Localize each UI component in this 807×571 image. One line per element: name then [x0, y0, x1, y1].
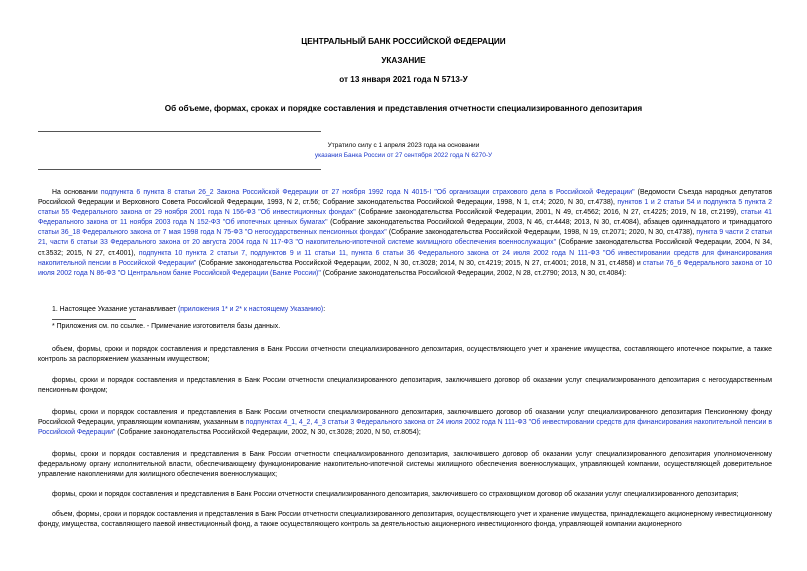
divider-top	[38, 131, 321, 132]
footnote-text: * Приложения см. по ссылке. - Примечание изготовителя базы данных.	[52, 323, 281, 330]
paragraph-insurer	[38, 490, 772, 500]
preamble-text: (Собрание законодательства Российской Федерации, 2001, N 49, ст.4562; 2016, N 27, ст.4225; 2019, N 18, ст.2199),	[355, 209, 741, 217]
preamble-text: (Ведомости Съезда народных депутатов Российской Федерации и Верховного Совета Российской Федерации, 1993, N 2, ст.56; Собрание законодательства Российской Федерации, 1998, N 1, ст.4; 2020, N 30, ст.4738),	[38, 189, 772, 207]
preamble-text: (Собрание законодательства Российской Федерации, 2003, N 46, ст.4448; 2013, N 30, ст.4084), абзацев одиннадцатого и тринадцатого	[327, 219, 772, 227]
footnote-rule	[52, 319, 136, 320]
document-title: Об объеме, формах, сроках и порядке составления и представления отчетности специализированного депозитария	[164, 104, 643, 113]
repeal-notice-link-line	[0, 151, 807, 161]
preamble-text: (Собрание законодательства Российской Федерации, 2004, N 34, ст.3532; 2015, N 27, ст.4001),	[38, 239, 772, 257]
paragraph-text: формы, сроки и порядок составления и представления в Банк России отчетности специализированного депозитария, заключившего договор об оказании услуг специализированного депозитария Пенсионному фонду Российской Федерации, управляющим компаниям, указанным в	[38, 409, 772, 427]
law-link-central-bank[interactable]: статьи 76_6 Федерального закона от 10 июля 2002 года N 86-ФЗ "О Центральном банке Российской Федерации (Банке России)"	[38, 259, 773, 277]
law-link-management-companies[interactable]: подпунктах 4_1, 4_2, 4_3 статьи 3 Федерального закона от 24 июля 2002 года N 111-ФЗ "Об инвестировании средств для финансирования накопительной пенсии в Российской Федерации"	[38, 419, 772, 437]
law-link-pension-investment[interactable]: подпункта 10 пункта 2 статьи 7, подпунктов 9 и 11 статьи 11, пункта 6 статьи 36 Федерального закона от 24 июля 2002 года N 111-ФЗ "Об инвестировании средств для финансирования накопительной пенсии в Российской Федерации"	[38, 249, 772, 267]
footnote	[38, 322, 772, 332]
issuer-heading: ЦЕНТРАЛЬНЫЙ БАНК РОССИЙСКОЙ ФЕДЕРАЦИИ	[301, 37, 506, 46]
law-link-mortgage-securities[interactable]: статьи 41 Федерального закона от 11 ноября 2003 года N 152-ФЗ "Об ипотечных ценных бумагах"	[38, 209, 772, 227]
paragraph-mortgage-coverage	[38, 345, 772, 365]
document-type-heading: УКАЗАНИЕ	[381, 56, 426, 65]
item-1	[38, 305, 772, 315]
divider-bottom	[38, 169, 321, 170]
paragraph-npf	[38, 376, 772, 396]
document-date-number: от 13 января 2021 года N 5713-У	[339, 75, 468, 84]
paragraph-military-housing	[38, 450, 772, 480]
item-1-text: 1. Настоящее Указание устанавливает	[52, 306, 178, 313]
preamble-paragraph	[38, 188, 772, 279]
paragraph-text: (Собрание законодательства Российской Федерации, 2002, N 30, ст.3028; 2020, N 50, ст.8054);	[115, 429, 421, 437]
preamble-text: (Собрание законодательства Российской Федерации, 2002, N 28, ст.2790; 2013, N 30, ст.4084):	[320, 269, 627, 277]
paragraph-investment-fund	[38, 510, 772, 530]
preamble-text: (Собрание законодательства Российской Федерации, 1998, N 19, ст.2071; 2020, N 30, ст.4738),	[386, 229, 697, 237]
repeal-decree-link[interactable]: указания Банка России от 27 сентября 2022 года N 6270-У	[314, 152, 493, 159]
law-link-military-housing[interactable]: пункта 9 части 2 статьи 21, части 6 статьи 33 Федерального закона от 20 августа 2004 года N 117-ФЗ "О накопительно-ипотечной системе жилищного обеспечения военнослужащих"	[38, 229, 772, 247]
preamble-text: На основании	[52, 189, 101, 196]
paragraph-text: объем, формы, сроки и порядок составления и представления в Банк России отчетности специализированного депозитария, осуществляющего учет и хранение имущества, составляющего ипотечное покрытие, а также контроль за распоряжением указанным имуществом;	[38, 346, 772, 364]
paragraph-text: формы, сроки и порядок составления и представления в Банк России отчетности специализированного депозитария, заключившего договор об оказании услуг специализированного депозитария с негосударственным пенсионным фондом;	[38, 377, 772, 395]
preamble-text: (Собрание законодательства Российской Федерации, 2002, N 30, ст.3028; 2014, N 30, ст.4219; 2015, N 27, ст.4001; 2018, N 31, ст.4858) и	[196, 259, 643, 267]
law-link-pension-funds[interactable]: статьи 36_18 Федерального закона от 7 мая 1998 года N 75-ФЗ "О негосударственных пенсионных фондах"	[38, 229, 387, 237]
repeal-notice: Утратило силу с 1 апреля 2023 года на основании	[327, 142, 480, 149]
appendices-link[interactable]: (приложения 1* и 2* к настоящему Указанию)	[177, 306, 324, 313]
paragraph-text: объем, формы, сроки и порядок составления и представления в Банк России отчетности специализированного депозитария, осуществляющего учет и хранение имущества, принадлежащего акционерному инвестиционному фонду, имущества, составляющего паевой инвестиционный фонд, а также осуществляющего контроль за деятельностью акционерного инвестиционного фонда, управляющей компании акционерного	[38, 511, 772, 529]
item-1-text: :	[323, 306, 326, 313]
law-link-investment-funds[interactable]: пунктов 1 и 2 статьи 54 и подпункта 5 пункта 2 статьи 55 Федерального закона от 29 ноября 2001 года N 156-ФЗ "Об инвестиционных фондах"	[38, 199, 773, 217]
law-link-insurance[interactable]: подпункта 6 пункта 8 статьи 26_2 Закона Российской Федерации от 27 ноября 1992 года N 4015-I "Об организации страхового дела в Российской Федерации"	[100, 189, 635, 196]
paragraph-text: формы, сроки и порядок составления и представления в Банк России отчетности специализированного депозитария, заключившего договор об оказании услуг специализированного депозитария уполномоченному федеральному органу исполнительной власти, обеспечивающему функционирование накопительно-ипотечной системы жилищного обеспечения военнослужащих, управляющей компании, осуществляющей доверительное управление накоплениями для жилищного обеспечения военнослужащих;	[38, 451, 772, 479]
paragraph-text: формы, сроки и порядок составления и представления в Банк России отчетности специализированного депозитария, заключившего со страховщиком договор об оказании услуг специализированного депозитария;	[52, 491, 739, 498]
paragraph-pension-fund	[38, 408, 772, 438]
